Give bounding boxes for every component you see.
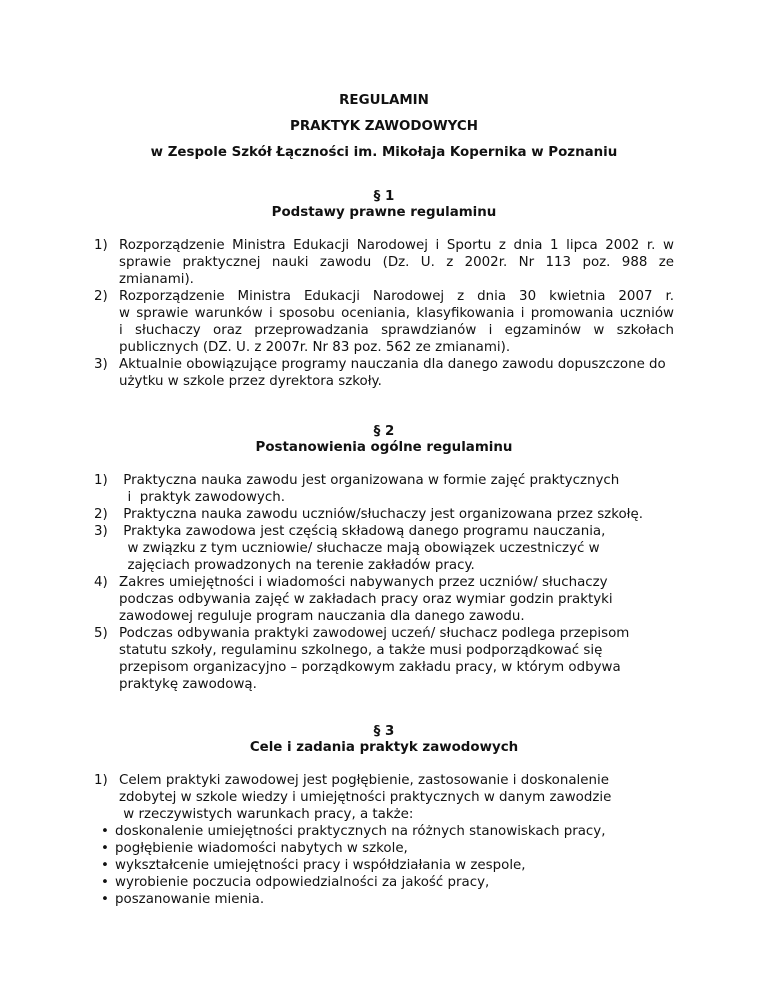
- text-line: statutu szkoły, regulaminu szkolnego, a także musi podporządkować się: [119, 643, 603, 658]
- bullet-item: • poszanowanie mienia.: [101, 891, 674, 908]
- text-line: Praktyczna nauka zawodu jest organizowana w formie zajęć praktycznych: [119, 473, 620, 488]
- section-2-list: [94, 472, 674, 693]
- bullet-item: • pogłębienie wiadomości nabytych w szkole,: [101, 840, 674, 857]
- text-line: Rozporządzenie Ministra Edukacji Narodowej z dnia 30 kwietnia 2007 r.: [119, 289, 674, 304]
- section-3-symbol: § 3: [373, 724, 395, 739]
- text-line: Praktyczna nauka zawodu uczniów/słuchaczy jest organizowana przez szkołę.: [119, 507, 643, 522]
- list-item: [94, 772, 674, 908]
- text-line: Praktyka zawodowa jest częścią składową danego programu nauczania,: [119, 524, 606, 539]
- text-line: zmianami).: [119, 272, 194, 287]
- item-number: 1): [94, 773, 108, 788]
- text-line: przepisom organizacyjno – porządkowym zakładu pracy, w którym odbywa: [119, 660, 621, 675]
- list-item: [94, 356, 674, 390]
- text-line: Podczas odbywania praktyki zawodowej uczeń/ słuchacz podlega przepisom: [119, 626, 630, 641]
- text-line: w związku z tym uczniowie/ słuchacze mają obowiązek uczestniczyć w: [119, 541, 600, 556]
- text-line: w rzeczywistych warunkach pracy, a także:: [119, 807, 414, 822]
- text-line: zdobytej w szkole wiedzy i umiejętności praktycznych w danym zawodzie: [119, 790, 612, 805]
- text-line: Zakres umiejętności i wiadomości nabywanych przez uczniów/ słuchaczy: [119, 575, 608, 590]
- text-line: zajęciach prowadzonych na terenie zakładów pracy.: [119, 558, 475, 573]
- list-item: [94, 523, 674, 574]
- section-1-list: [94, 237, 674, 390]
- item-number: 5): [94, 626, 108, 641]
- text-line: użytku w szkole przez dyrektora szkoły.: [119, 374, 382, 389]
- text-line: i słuchaczy oraz przeprowadzania sprawdzianów i egzaminów w szkołach: [119, 323, 674, 338]
- list-item: [94, 288, 674, 356]
- item-number: 3): [94, 357, 108, 372]
- bullet-item: • wyrobienie poczucia odpowiedzialności za jakość pracy,: [101, 874, 674, 891]
- text-line: sprawie praktycznej nauki zawodu (Dz. U. z 2002r. Nr 113 poz. 988 ze: [119, 255, 674, 270]
- text-line: praktykę zawodową.: [119, 677, 257, 692]
- item-number: 2): [94, 289, 108, 304]
- text-line: podczas odbywania zajęć w zakładach pracy oraz wymiar godzin praktyki: [119, 592, 613, 607]
- text-line: zawodowej reguluje program nauczania dla danego zawodu.: [119, 609, 525, 624]
- section-2-title: Postanowienia ogólne regulaminu: [255, 440, 513, 455]
- text-line: Rozporządzenie Ministra Edukacji Narodowej i Sportu z dnia 1 lipca 2002 r. w: [119, 238, 674, 253]
- list-item: [94, 237, 674, 288]
- section-3-list: [94, 772, 674, 908]
- list-item: [94, 506, 674, 523]
- school-name: w Zespole Szkół Łączności im. Mikołaja Kopernika w Poznaniu: [150, 145, 618, 160]
- item-number: 4): [94, 575, 108, 590]
- document-title: REGULAMIN: [339, 93, 429, 108]
- text-line: Aktualnie obowiązujące programy nauczania dla danego zawodu dopuszczone do: [119, 357, 666, 372]
- text-line: w sprawie warunków i sposobu oceniania, klasyfikowania i promowania uczniów: [119, 306, 674, 321]
- list-item: [94, 472, 674, 506]
- bullet-item: • wykształcenie umiejętności pracy i współdziałania w zespole,: [101, 857, 674, 874]
- document-subtitle: PRAKTYK ZAWODOWYCH: [290, 119, 478, 134]
- item-number: 1): [94, 473, 108, 488]
- section-1-title: Podstawy prawne regulaminu: [271, 205, 497, 220]
- item-number: 1): [94, 238, 108, 253]
- list-item: [94, 574, 674, 625]
- text-line: i praktyk zawodowych.: [119, 490, 285, 505]
- section-2-symbol: § 2: [373, 424, 395, 439]
- list-item: [94, 625, 674, 693]
- text-line: Celem praktyki zawodowej jest pogłębienie, zastosowanie i doskonalenie: [119, 773, 609, 788]
- section-3-title: Cele i zadania praktyk zawodowych: [249, 740, 519, 755]
- bullet-list: [101, 823, 674, 908]
- item-number: 3): [94, 524, 108, 539]
- text-line: publicznych (DZ. U. z 2007r. Nr 83 poz. 562 ze zmianami).: [119, 340, 511, 355]
- section-1-symbol: § 1: [373, 189, 395, 204]
- bullet-item: • doskonalenie umiejętności praktycznych na różnych stanowiskach pracy,: [101, 823, 674, 840]
- item-number: 2): [94, 507, 108, 522]
